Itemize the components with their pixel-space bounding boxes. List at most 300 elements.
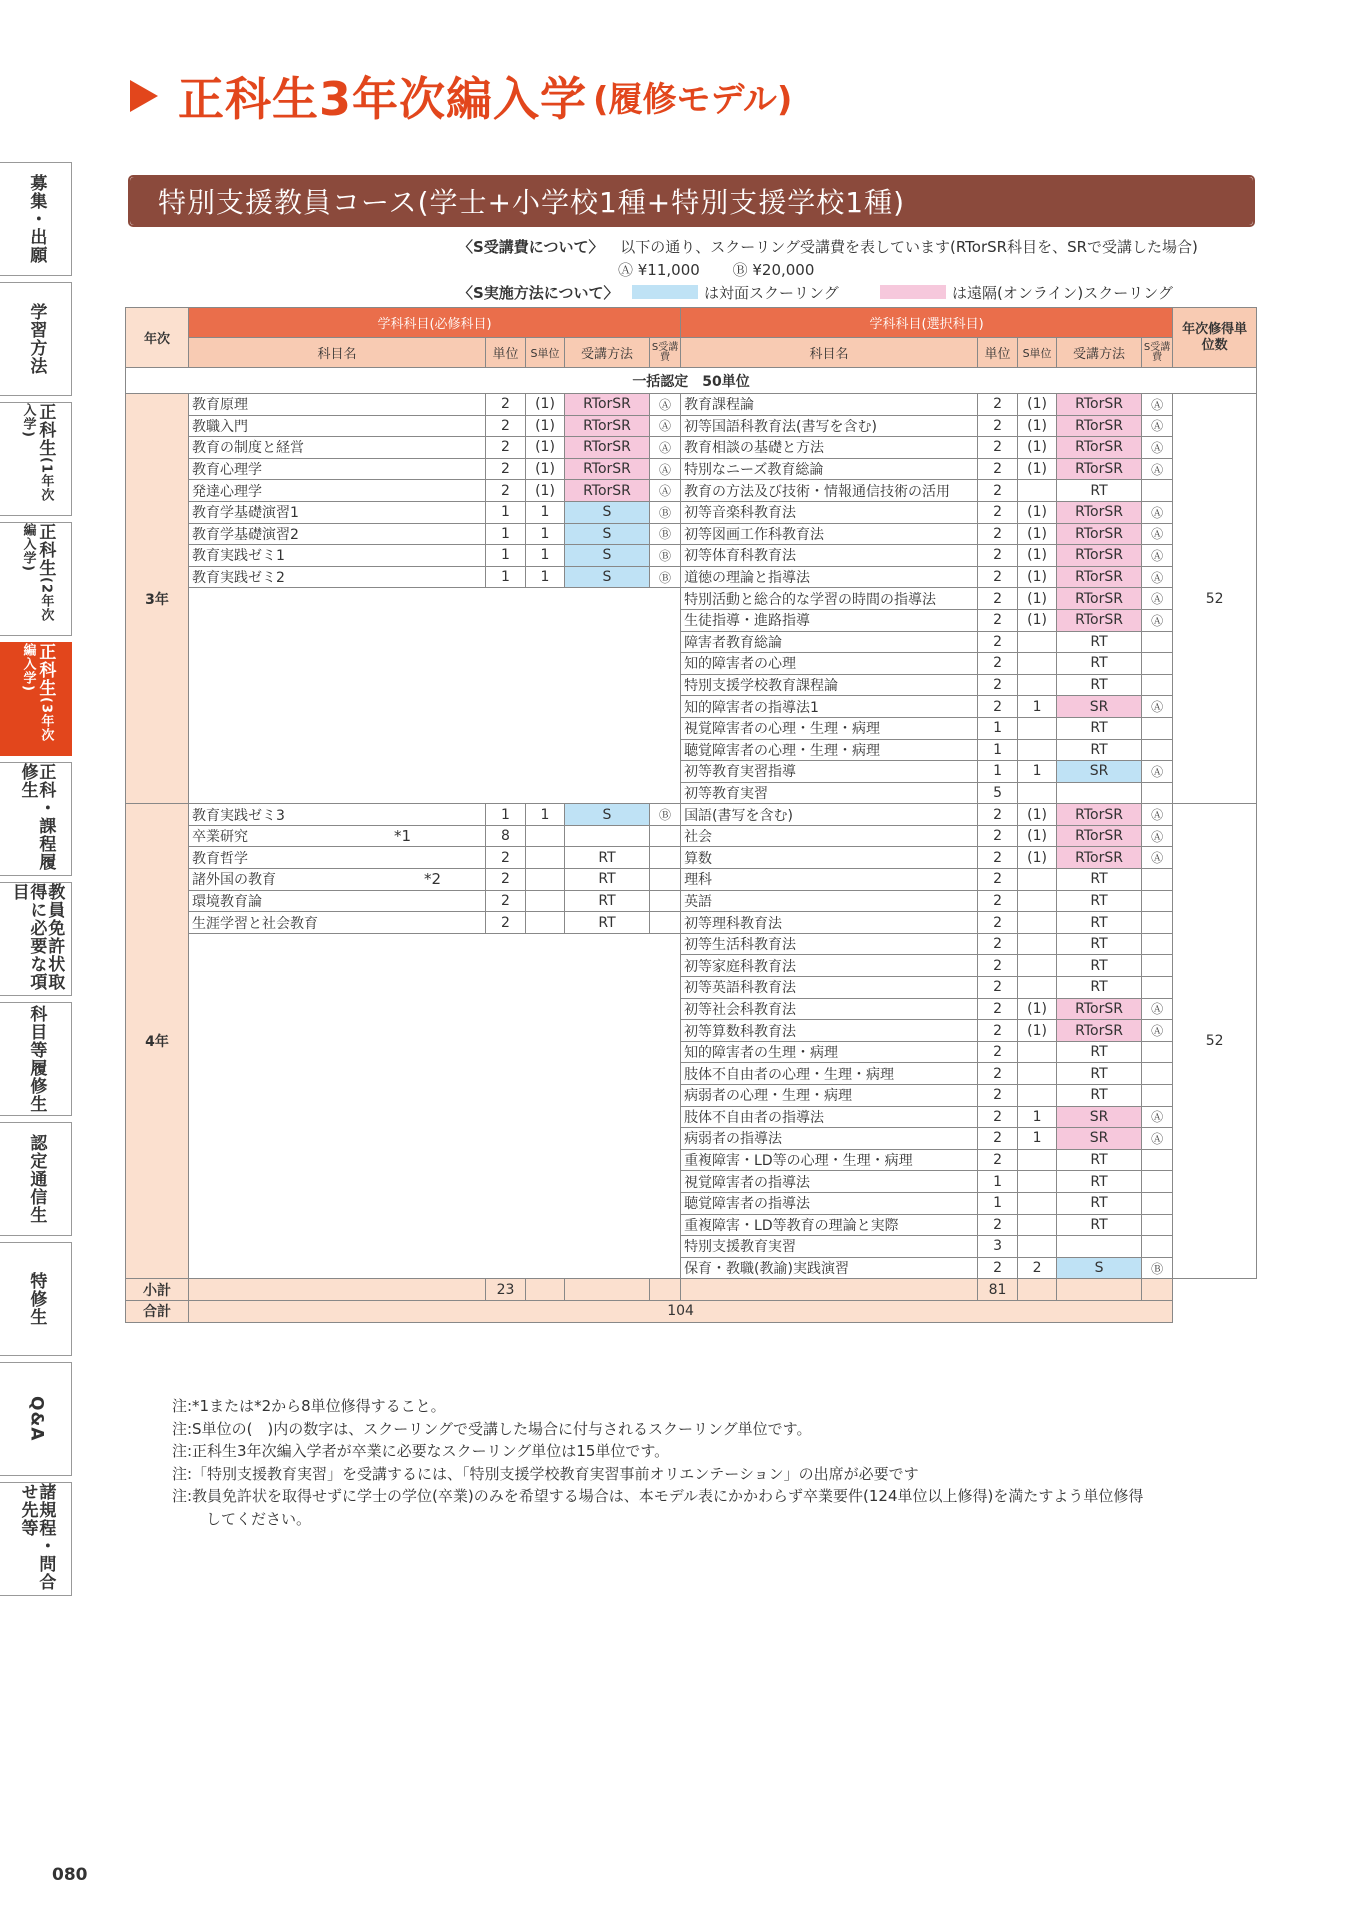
empty-cell — [189, 1171, 681, 1193]
s-fee — [650, 847, 681, 869]
unit: 2 — [978, 1041, 1018, 1063]
empty-cell — [189, 955, 681, 977]
unit: 2 — [978, 1063, 1018, 1085]
unit: 2 — [978, 437, 1018, 459]
page-title — [130, 66, 792, 126]
method: RTorSR — [565, 415, 650, 437]
s-fee — [1142, 1149, 1173, 1171]
s-fee: Ⓐ — [650, 458, 681, 480]
empty-cell — [189, 1085, 681, 1107]
method: RT — [1057, 1063, 1142, 1085]
unit: 2 — [978, 609, 1018, 631]
s-fee: Ⓐ — [1142, 998, 1173, 1020]
s-unit: (1) — [1018, 437, 1057, 459]
unit: 2 — [486, 458, 526, 480]
table-row — [126, 804, 1257, 826]
subject-name: 特別支援学校教育課程論 — [681, 674, 978, 696]
method: RT — [565, 890, 650, 912]
course-title: 特別支援教員コース(学士+小学校1種+特別支援学校1種) — [158, 186, 906, 219]
table-row — [126, 998, 1257, 1020]
unit: 1 — [486, 523, 526, 545]
method: RT — [1057, 480, 1142, 502]
s-fee — [1142, 1192, 1173, 1214]
remote-legend-swatch — [880, 285, 946, 299]
method: RTorSR — [1057, 437, 1142, 459]
year-header: 年次 — [126, 308, 189, 368]
table-row — [126, 588, 1257, 610]
empty-cell — [189, 739, 681, 761]
side-tab-label: 特修生 — [26, 1272, 47, 1326]
subject-name: 教育学基礎演習1 — [189, 501, 486, 523]
unit: 2 — [978, 1257, 1018, 1279]
unit: 8 — [486, 825, 526, 847]
table-row — [126, 825, 1257, 847]
s-fee: Ⓐ — [1142, 588, 1173, 610]
total-label: 合計 — [126, 1300, 189, 1322]
subject-name: 病弱者の心理・生理・病理 — [681, 1085, 978, 1107]
required-header: 学科科目(必修科目) — [189, 308, 681, 338]
side-tab-2[interactable] — [0, 282, 72, 396]
year-label: 4年 — [126, 804, 189, 1279]
subject-name: 初等算数科教育法 — [681, 1020, 978, 1042]
subject-name: 聴覚障害者の心理・生理・病理 — [681, 739, 978, 761]
s-unit: (1) — [1018, 501, 1057, 523]
subject-name: 病弱者の指導法 — [681, 1128, 978, 1150]
s-fee: Ⓐ — [1142, 609, 1173, 631]
s-unit: 1 — [1018, 696, 1057, 718]
s-unit — [1018, 739, 1057, 761]
note-line: 注:教員免許状を取得せずに学士の学位(卒業)のみを希望する場合は、本モデル表にかかわらず卒業要件(124単位以上修得)を満たすよう単位修得 — [172, 1487, 1144, 1506]
subject-name: 諸外国の教育 *2 — [189, 869, 486, 891]
unit: 2 — [978, 631, 1018, 653]
table-row — [126, 1063, 1257, 1085]
s-fee: Ⓑ — [650, 566, 681, 588]
s-fee: Ⓐ — [650, 480, 681, 502]
unit: 2 — [978, 588, 1018, 610]
method: RTorSR — [565, 394, 650, 416]
method: RT — [565, 912, 650, 934]
curriculum-table — [125, 307, 1257, 1323]
method: RT — [1057, 1085, 1142, 1107]
s-fee — [1142, 1041, 1173, 1063]
unit: 2 — [978, 394, 1018, 416]
method: RTorSR — [1057, 458, 1142, 480]
s-unit: 1 — [1018, 761, 1057, 783]
subject-name: 保育・教職(教諭)実践演習 — [681, 1257, 978, 1279]
subject-name: 国語(書写を含む) — [681, 804, 978, 826]
col-unit: 単位 — [978, 338, 1018, 368]
side-tab-label: 正科生(1年次入学) — [20, 403, 56, 502]
fee-a: Ⓐ ¥11,000 — [618, 261, 700, 279]
s-unit: (1) — [1018, 458, 1057, 480]
s-unit — [1018, 1041, 1057, 1063]
note-line: 注:正科生3年次編入学者が卒業に必要なスクーリング単位は15単位です。 — [172, 1442, 670, 1461]
s-unit: 1 — [526, 545, 565, 567]
method — [565, 825, 650, 847]
side-tab-label: 正科生(3年次編入学) — [20, 643, 56, 742]
s-fee — [1142, 739, 1173, 761]
subtotal-row — [126, 1279, 1257, 1301]
grand-total: 104 — [189, 1300, 1173, 1322]
notes — [172, 1395, 1143, 1531]
empty-cell — [189, 653, 681, 675]
unit: 2 — [978, 1214, 1018, 1236]
s-fee: Ⓐ — [1142, 394, 1173, 416]
method: RTorSR — [1057, 501, 1142, 523]
side-tab-label: 科目等履修生 — [26, 1005, 47, 1113]
s-unit: (1) — [1018, 566, 1057, 588]
s-unit — [1018, 977, 1057, 999]
method: RT — [1057, 1149, 1142, 1171]
subject-name: 教育哲学 — [189, 847, 486, 869]
s-fee — [1142, 912, 1173, 934]
mark-1: *1 — [394, 826, 412, 845]
table-row — [126, 437, 1257, 459]
method: RTorSR — [565, 458, 650, 480]
unit: 2 — [978, 869, 1018, 891]
header-row — [126, 338, 1257, 368]
elective-header: 学科科目(選択科目) — [681, 308, 1173, 338]
side-tab-10[interactable] — [0, 1242, 72, 1356]
side-tab-12[interactable] — [0, 1482, 72, 1596]
s-unit: (1) — [1018, 588, 1057, 610]
s-fee: Ⓐ — [1142, 761, 1173, 783]
subject-name: 社会 — [681, 825, 978, 847]
table-row — [126, 480, 1257, 502]
empty-cell — [189, 696, 681, 718]
method: RTorSR — [1057, 1020, 1142, 1042]
s-fee — [1142, 480, 1173, 502]
s-fee: Ⓐ — [1142, 458, 1173, 480]
unit: 2 — [978, 847, 1018, 869]
side-tab-9[interactable] — [0, 1122, 72, 1236]
fee-info — [458, 236, 1198, 257]
table-row — [126, 501, 1257, 523]
empty-cell — [189, 782, 681, 804]
s-unit — [1018, 1236, 1057, 1258]
side-tab-label: 募集・出願 — [26, 174, 47, 264]
table-row — [126, 955, 1257, 977]
method: RT — [1057, 933, 1142, 955]
table-row — [126, 1149, 1257, 1171]
s-unit — [1018, 631, 1057, 653]
side-tab-6[interactable] — [0, 762, 72, 876]
empty-cell — [189, 1106, 681, 1128]
page-number: 080 — [52, 1865, 88, 1885]
method: RTorSR — [1057, 394, 1142, 416]
unit: 3 — [978, 1236, 1018, 1258]
unit: 2 — [978, 1085, 1018, 1107]
triangle-icon — [130, 80, 158, 112]
empty-cell — [189, 1128, 681, 1150]
s-unit — [1018, 912, 1057, 934]
s-unit: (1) — [1018, 847, 1057, 869]
lump-recognition: 一括認定 50単位 — [126, 368, 1257, 394]
s-unit: (1) — [1018, 825, 1057, 847]
empty-cell — [189, 933, 681, 955]
s-fee — [1142, 674, 1173, 696]
method: RT — [1057, 977, 1142, 999]
subject-name: 初等社会科教育法 — [681, 998, 978, 1020]
s-unit: (1) — [526, 415, 565, 437]
subject-name: 英語 — [681, 890, 978, 912]
table-row — [126, 545, 1257, 567]
table-row — [126, 717, 1257, 739]
table-row — [126, 696, 1257, 718]
s-unit — [526, 912, 565, 934]
unit: 2 — [978, 912, 1018, 934]
s-unit — [1018, 955, 1057, 977]
subject-name: 教育学基礎演習2 — [189, 523, 486, 545]
unit: 1 — [978, 739, 1018, 761]
s-unit: (1) — [1018, 804, 1057, 826]
table-row — [126, 1085, 1257, 1107]
unit: 2 — [486, 415, 526, 437]
subject-name: 理科 — [681, 869, 978, 891]
subject-name: 肢体不自由者の指導法 — [681, 1106, 978, 1128]
s-fee — [650, 869, 681, 891]
method: RTorSR — [1057, 998, 1142, 1020]
s-fee: Ⓑ — [1142, 1257, 1173, 1279]
side-tab-label: 教員免許状取得に必要な項目 — [8, 883, 65, 991]
remote-legend-label: は遠隔(オンライン)スクーリング — [952, 284, 1173, 302]
empty-cell — [189, 1041, 681, 1063]
unit: 2 — [978, 804, 1018, 826]
s-unit — [1018, 653, 1057, 675]
s-fee — [1142, 869, 1173, 891]
s-unit: 1 — [526, 804, 565, 826]
method: RTorSR — [1057, 588, 1142, 610]
subject-name: 教育実践ゼミ2 — [189, 566, 486, 588]
subject-name: 教職入門 — [189, 415, 486, 437]
table-row — [126, 1214, 1257, 1236]
subject-name: 発達心理学 — [189, 480, 486, 502]
unit: 2 — [978, 674, 1018, 696]
method: RTorSR — [1057, 825, 1142, 847]
subject-name: 肢体不自由者の心理・生理・病理 — [681, 1063, 978, 1085]
s-unit — [1018, 890, 1057, 912]
subject-name: 教育相談の基礎と方法 — [681, 437, 978, 459]
s-unit: (1) — [1018, 394, 1057, 416]
empty-cell — [189, 1020, 681, 1042]
empty-cell — [189, 1214, 681, 1236]
year-total: 52 — [1173, 394, 1257, 804]
s-fee: Ⓐ — [1142, 1106, 1173, 1128]
unit: 1 — [486, 804, 526, 826]
fee-label: 〈S受講費について〉 — [458, 238, 604, 256]
s-fee — [1142, 890, 1173, 912]
subject-name: 視覚障害者の心理・生理・病理 — [681, 717, 978, 739]
side-tab-7[interactable] — [0, 882, 72, 996]
col-sunit: S単位 — [526, 338, 565, 368]
s-fee: Ⓐ — [1142, 804, 1173, 826]
s-fee — [650, 912, 681, 934]
side-tab-label: 諸規程・問合せ先等 — [17, 1483, 56, 1591]
method: RT — [1057, 717, 1142, 739]
unit: 2 — [978, 1128, 1018, 1150]
side-tab-3[interactable] — [0, 402, 72, 516]
s-fee — [1142, 1214, 1173, 1236]
method: S — [565, 566, 650, 588]
method: RTorSR — [1057, 804, 1142, 826]
unit: 2 — [978, 977, 1018, 999]
side-tab-11[interactable] — [0, 1362, 72, 1476]
subject-name: 重複障害・LD等教育の理論と実際 — [681, 1214, 978, 1236]
method: RT — [1057, 674, 1142, 696]
s-unit: 1 — [526, 523, 565, 545]
s-fee — [1142, 653, 1173, 675]
subject-name: 教育の方法及び技術・情報通信技術の活用 — [681, 480, 978, 502]
s-fee — [1142, 1171, 1173, 1193]
s-unit: (1) — [1018, 523, 1057, 545]
method: RT — [1057, 1041, 1142, 1063]
mark-2: *2 — [424, 870, 442, 889]
empty-cell — [189, 609, 681, 631]
s-unit: (1) — [1018, 998, 1057, 1020]
col-method: 受講方法 — [565, 338, 650, 368]
s-unit — [526, 890, 565, 912]
s-fee: Ⓐ — [650, 437, 681, 459]
s-unit — [1018, 933, 1057, 955]
method — [1057, 782, 1142, 804]
s-unit — [526, 825, 565, 847]
subject-name: 知的障害者の生理・病理 — [681, 1041, 978, 1063]
s-fee: Ⓑ — [650, 501, 681, 523]
subject-name: 初等教育実習指導 — [681, 761, 978, 783]
table-row — [126, 394, 1257, 416]
col-sunit: S単位 — [1018, 338, 1057, 368]
subject-name: 初等家庭科教育法 — [681, 955, 978, 977]
method — [1057, 1236, 1142, 1258]
unit: 1 — [978, 761, 1018, 783]
col-sfee: S受講費 — [650, 338, 681, 368]
table-row — [126, 523, 1257, 545]
subject-name: 教育実践ゼミ3 — [189, 804, 486, 826]
subject-name: 知的障害者の心理 — [681, 653, 978, 675]
unit: 2 — [978, 653, 1018, 675]
subject-name: 初等国語科教育法(書写を含む) — [681, 415, 978, 437]
method: RTorSR — [1057, 523, 1142, 545]
unit: 2 — [978, 998, 1018, 1020]
title-main: 正科生3年次編入学 — [178, 72, 588, 126]
method: S — [565, 804, 650, 826]
s-fee: Ⓐ — [1142, 501, 1173, 523]
s-unit: 1 — [1018, 1106, 1057, 1128]
subject-name: 初等体育科教育法 — [681, 545, 978, 567]
method: SR — [1057, 1106, 1142, 1128]
unit: 2 — [486, 869, 526, 891]
s-fee — [1142, 631, 1173, 653]
subject-name: 初等英語科教育法 — [681, 977, 978, 999]
subtotal-required: 23 — [486, 1279, 526, 1301]
subject-name: 生徒指導・進路指導 — [681, 609, 978, 631]
subject-name: 環境教育論 — [189, 890, 486, 912]
col-method: 受講方法 — [1057, 338, 1142, 368]
unit: 2 — [978, 523, 1018, 545]
header-row — [126, 308, 1257, 338]
s-unit — [1018, 480, 1057, 502]
s-fee: Ⓐ — [650, 415, 681, 437]
s-unit — [1018, 1085, 1057, 1107]
subject-name: 初等図画工作科教育法 — [681, 523, 978, 545]
subject-name: 聴覚障害者の指導法 — [681, 1192, 978, 1214]
note-line: 注:「特別支援教育実習」を受講するには、「特別支援学校教育実習事前オリエンテーション」の出席が必要です — [172, 1464, 919, 1483]
note-line: 注:*1または*2から8単位修得すること。 — [172, 1397, 446, 1415]
s-unit — [1018, 869, 1057, 891]
table-row — [126, 912, 1257, 934]
col-unit: 単位 — [486, 338, 526, 368]
table-row — [126, 609, 1257, 631]
method: S — [1057, 1257, 1142, 1279]
side-tab-1[interactable] — [0, 162, 72, 276]
table-row — [126, 1236, 1257, 1258]
table-row — [126, 1257, 1257, 1279]
method: RTorSR — [565, 437, 650, 459]
s-unit: (1) — [1018, 415, 1057, 437]
subject-name: 特別支援教育実習 — [681, 1236, 978, 1258]
s-unit: 1 — [526, 566, 565, 588]
subject-name: 重複障害・LD等の心理・生理・病理 — [681, 1149, 978, 1171]
col-name: 科目名 — [681, 338, 978, 368]
subject-name: 教育の制度と経営 — [189, 437, 486, 459]
s-fee: Ⓐ — [1142, 825, 1173, 847]
unit: 2 — [978, 566, 1018, 588]
method: RT — [1057, 1192, 1142, 1214]
method: RTorSR — [1057, 847, 1142, 869]
method: RT — [1057, 1171, 1142, 1193]
s-fee: Ⓐ — [1142, 437, 1173, 459]
side-tab-label: 学習方法 — [26, 303, 47, 375]
side-tab-label: 正科・課程履修生 — [17, 763, 56, 871]
method: RTorSR — [565, 480, 650, 502]
subject-name: 教育課程論 — [681, 394, 978, 416]
subject-name: 卒業研究 *1 — [189, 825, 486, 847]
table-row — [126, 631, 1257, 653]
s-fee: Ⓐ — [1142, 696, 1173, 718]
empty-cell — [189, 998, 681, 1020]
side-tab-8[interactable] — [0, 1002, 72, 1116]
unit: 1 — [978, 1192, 1018, 1214]
s-fee: Ⓐ — [650, 394, 681, 416]
side-tab-5[interactable] — [0, 642, 72, 756]
method: RT — [1057, 653, 1142, 675]
unit: 2 — [978, 933, 1018, 955]
unit: 2 — [978, 1020, 1018, 1042]
subject-name: 算数 — [681, 847, 978, 869]
s-unit: 1 — [526, 501, 565, 523]
empty-cell — [189, 717, 681, 739]
subject-name: 特別活動と総合的な学習の時間の指導法 — [681, 588, 978, 610]
empty-cell — [189, 674, 681, 696]
empty-cell — [189, 588, 681, 610]
side-tab-4[interactable] — [0, 522, 72, 636]
s-unit — [1018, 1171, 1057, 1193]
course-title-bar — [130, 177, 1253, 225]
s-unit — [1018, 1214, 1057, 1236]
subject-name: 視覚障害者の指導法 — [681, 1171, 978, 1193]
method: RTorSR — [1057, 415, 1142, 437]
s-unit — [1018, 1149, 1057, 1171]
method: S — [565, 545, 650, 567]
s-fee: Ⓑ — [650, 545, 681, 567]
subject-name: 道徳の理論と指導法 — [681, 566, 978, 588]
unit: 1 — [486, 501, 526, 523]
unit: 2 — [486, 890, 526, 912]
s-unit: (1) — [526, 480, 565, 502]
note-line: してください。 — [206, 1509, 312, 1528]
year-label: 3年 — [126, 394, 189, 804]
unit: 2 — [978, 955, 1018, 977]
